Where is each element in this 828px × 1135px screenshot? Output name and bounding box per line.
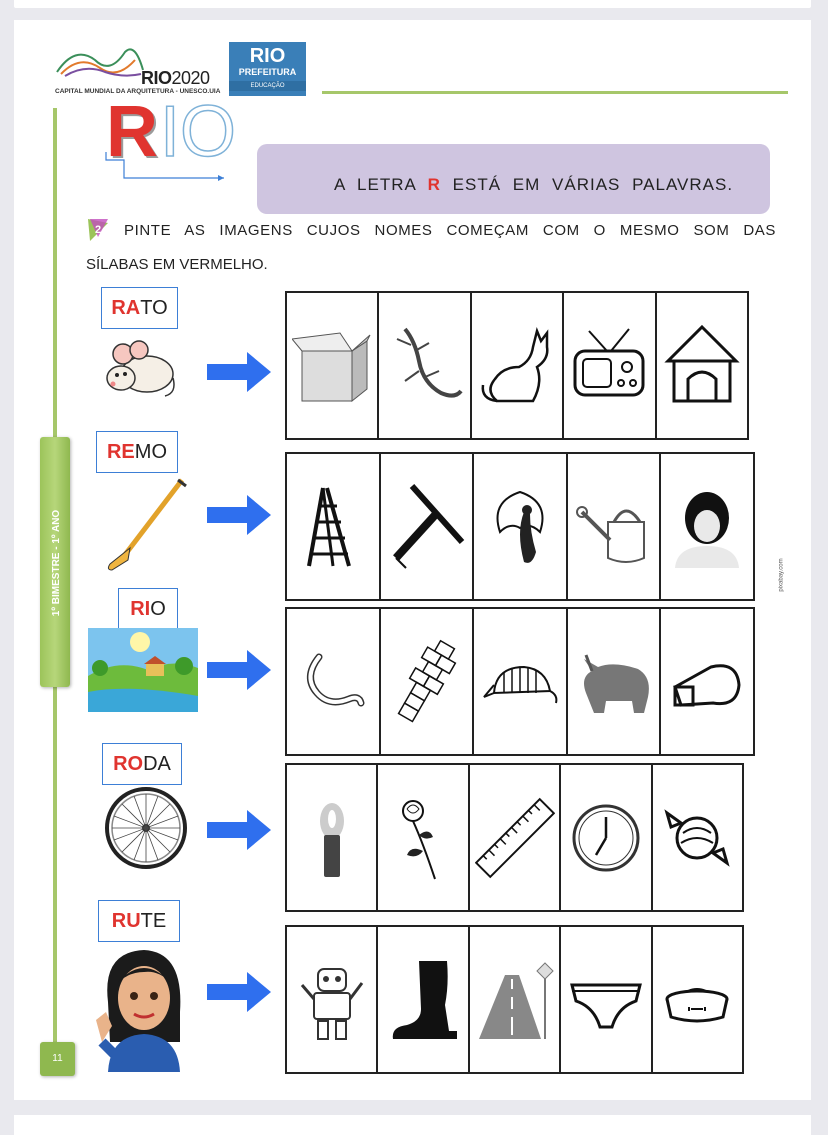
word-rest: O	[150, 598, 166, 620]
sidebar-label: 1º BIMESTRE - 1º ANO	[51, 509, 62, 617]
word-rest: MO	[134, 441, 167, 463]
arrow-right-icon	[207, 972, 271, 1012]
wheel-icon	[104, 786, 188, 870]
picture-row-rute	[285, 925, 744, 1074]
word-syllable: RE	[106, 441, 135, 463]
picture-row-rio	[285, 607, 755, 756]
picture-cell[interactable]	[378, 927, 469, 1072]
person-icon	[667, 482, 747, 572]
word-rest: TE	[140, 910, 167, 932]
header-divider	[322, 91, 788, 94]
lizard-icon	[385, 321, 465, 411]
box-icon	[292, 321, 372, 411]
picture-cell[interactable]	[661, 609, 753, 754]
arrow-right-icon	[207, 650, 271, 690]
word-label-remo	[96, 431, 178, 473]
page-number: 11	[40, 1042, 75, 1076]
word-label-rato	[101, 287, 178, 329]
exercise-number: 2	[95, 224, 102, 236]
title-letter-r: R	[106, 92, 158, 172]
picture-cell[interactable]	[653, 927, 742, 1072]
picture-cell[interactable]	[474, 609, 568, 754]
picture-cell[interactable]	[561, 927, 652, 1072]
picture-row-remo	[285, 452, 755, 601]
picture-cell[interactable]	[561, 765, 652, 910]
picture-row-rato	[285, 291, 749, 440]
picture-cell[interactable]	[568, 609, 662, 754]
picture-cell[interactable]	[287, 927, 378, 1072]
squeegee-icon	[386, 482, 466, 572]
word-label-roda	[102, 743, 182, 785]
worm-icon	[293, 637, 373, 727]
doghouse-icon	[662, 321, 742, 411]
instruction-line-1: PINTE AS IMAGENS CUJOS NOMES COMEÇAM COM O MESMO SOM DAS	[124, 222, 776, 239]
banner	[257, 144, 770, 214]
picture-cell[interactable]	[653, 765, 742, 910]
word-syllable: RA	[111, 297, 141, 319]
picture-cell[interactable]	[472, 293, 564, 438]
picture-cell[interactable]	[287, 609, 381, 754]
mouse-icon	[105, 338, 177, 400]
picture-cell[interactable]	[474, 454, 568, 599]
word-syllable: RO	[113, 753, 144, 775]
exercise-number-badge	[86, 217, 110, 243]
picture-row-roda	[285, 763, 744, 912]
word-rest: TO	[140, 297, 168, 319]
fairy-icon	[480, 482, 560, 572]
picture-cell[interactable]	[568, 454, 662, 599]
rhino-icon	[574, 637, 654, 727]
banner-after: ESTÁ EM VÁRIAS PALAVRAS.	[452, 175, 734, 194]
prefeitura-educacao: EDUCAÇÃO	[229, 81, 306, 91]
candle-icon	[292, 793, 372, 883]
rio2020-logo-subtitle: CAPITAL MUNDIAL DA ARQUITETURA - UNESCO.UIA	[55, 88, 221, 95]
word-label-rute	[98, 900, 180, 942]
picture-cell[interactable]	[381, 454, 475, 599]
robot-icon	[292, 955, 372, 1045]
whistle-icon	[667, 637, 747, 727]
ladder-icon	[293, 482, 373, 572]
hopscotch-icon	[386, 637, 466, 727]
arrow-right-icon	[207, 810, 271, 850]
picture-cell[interactable]	[661, 454, 753, 599]
next-page-edge	[14, 1115, 811, 1135]
picture-cell[interactable]	[564, 293, 656, 438]
banner-before: A LETRA	[333, 175, 416, 194]
prefeitura-label: PREFEITURA	[238, 67, 297, 77]
title-letters-io: IO	[160, 92, 237, 172]
arrow-right-icon	[207, 495, 271, 535]
picture-cell[interactable]	[470, 927, 561, 1072]
word-label-rio	[118, 588, 178, 630]
rio2020-logo-year: 2020	[171, 68, 210, 88]
river-landscape-icon	[88, 628, 198, 712]
watering-can-icon	[574, 482, 654, 572]
word-syllable: RU	[111, 910, 141, 932]
prefeitura-rio: RIO	[249, 45, 286, 67]
boot-icon	[383, 955, 463, 1045]
oar-icon	[102, 476, 188, 572]
dog-bowl-icon	[657, 955, 737, 1045]
picture-cell[interactable]	[381, 609, 475, 754]
picture-cell[interactable]	[378, 765, 469, 910]
word-rest: DA	[143, 753, 171, 775]
title-connector-arrow-icon	[104, 152, 224, 182]
picture-cell[interactable]	[657, 293, 747, 438]
picture-cell[interactable]	[287, 293, 379, 438]
image-credit: pixabay.com	[778, 558, 785, 592]
arrow-right-icon	[207, 352, 271, 392]
rio2020-logo	[55, 40, 221, 100]
ruler-icon	[475, 793, 555, 883]
banner-letter: R	[427, 175, 441, 194]
picture-cell[interactable]	[470, 765, 561, 910]
rose-icon	[383, 793, 463, 883]
road-icon	[475, 955, 555, 1045]
picture-cell[interactable]	[379, 293, 471, 438]
rio2020-swoosh-icon	[55, 40, 145, 80]
picture-cell[interactable]	[287, 765, 378, 910]
instruction-line-2: SÍLABAS EM VERMELHO.	[86, 256, 268, 273]
radio-icon	[569, 321, 649, 411]
armadillo-icon	[480, 637, 560, 727]
clock-icon	[566, 793, 646, 883]
picture-cell[interactable]	[287, 454, 381, 599]
banner-text	[334, 175, 733, 195]
candy-icon	[657, 793, 737, 883]
rio2020-logo-main: RIO	[141, 68, 172, 88]
cat-icon	[477, 321, 557, 411]
previous-page-edge	[14, 0, 811, 8]
word-syllable: RI	[130, 598, 151, 620]
prefeitura-logo	[229, 42, 306, 96]
underwear-icon	[566, 955, 646, 1045]
girl-avatar-icon	[88, 942, 190, 1072]
